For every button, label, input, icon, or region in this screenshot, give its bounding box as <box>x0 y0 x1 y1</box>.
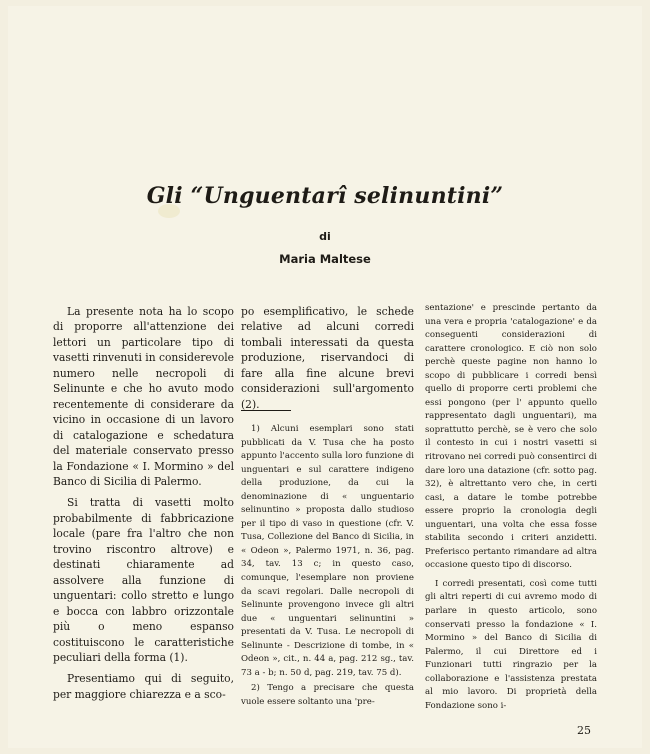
footnote: 2) Tengo a precisare che questa vuole essere soltanto una 'pre- <box>241 683 414 707</box>
author-name: Maria Maltese <box>279 252 371 266</box>
body-column-1 <box>53 304 234 702</box>
body-paragraph: Presentiamo qui di seguito, per maggiore chiarezza e a sco- <box>53 672 234 701</box>
footnote-divider <box>241 410 291 411</box>
footnote-column-3 <box>425 302 597 713</box>
page-number: 25 <box>577 724 591 737</box>
body-paragraph: Si tratta di vasetti molto probabilmente di fabbricazione locale (pare fra l'altro che non trovino riscontro altrove) e destinati chiaramente ad assolvere alla funzione di unguentari: collo stretto e lungo e bocca con labbro orizzontale più o meno espanso costituiscono le caratteristiche peculiari della forma (1). <box>53 496 234 664</box>
article-title: Gli “Unguentarî selinuntini” <box>146 182 504 209</box>
body-column-2 <box>241 304 414 412</box>
footnotes <box>241 423 414 709</box>
footnote-continuation: I corredi presentati, così come tutti gli altri reperti di cui avremo modo di parlare in questo articolo, sono conservati presso la fondazione « I. Mormino » del Banco di Sicilia di Palermo, il cui Direttore ed i Funzionari tutti ringrazio per la collaborazione e l'assistenza prestata al mio lavoro. Di proprietà della Fondazione sono i- <box>425 578 597 711</box>
byline-di: di <box>319 230 331 243</box>
footnote: 1) Alcuni esemplari sono stati pubblicati da V. Tusa che ha posto appunto l'accento sulla loro funzione di unguentari e sul carattere indigeno della produzione, da cui la denominazione di « unguentario selinuntino » proposta dallo studioso per il tipo di vaso in questione (cfr. V. Tusa, Collezione del Banco di Sicilia, in « Odeon », Palermo 1971, n. 36, pag. 34, tav. 13 c; in questo caso, comunque, l'esemplare non proviene da scavi regolari. Dalle necropoli di Selinunte provengono invece gli altri due « unguentari selinuntini » presentati da V. Tusa. Le necropoli di Selinunte - Descrizione di tombe, in « Odeon », cit., n. 44 a, pag. 212 sg., tav. 73 a - b; n. 50 d, pag. 219, tav. 75 d). <box>241 424 414 678</box>
body-paragraph: po esemplificativo, le schede relative ad alcuni corredi tombali interessati da questa produzione, riservandoci di fare alla fine alcune brevi considerazioni sull'argomento (2). <box>241 305 414 411</box>
footnote-continuation: sentazione' e prescinde pertanto da una vera e propria 'catalogazione' e da conseguenti considerazioni di carattere cronologico. E ciò non solo perchè queste pagine non hanno lo scopo di pubblicare i corredi bensì quello di proporre certi problemi che essi pongono (per l' appunto quello rappresentato dagli unguentari), ma soprattutto perchè, se è vero che solo il contesto in cui i nostri vasetti si ritrovano nei corredi può consentirci di dare loro una datazione (cfr. sotto pag. 32), è altrettanto vero che, in certi casi, a datare le tombe potrebbe essere proprio la cronologia degli unguentari, una volta che essa fosse stabilita secondo i criteri anzidetti. Preferisco pertanto rimandare ad altra occasione questo tipo di discorso. <box>425 303 597 571</box>
body-paragraph: La presente nota ha lo scopo di proporre all'attenzione dei lettori un particolare tipo di vasetti rinvenuti in considerevole numero nelle necropoli di Selinunte e che ho avuto modo recentemente di considerare da vicino in occasione di un lavoro di catalogazione e schedatura del materiale conservato presso la Fondazione « I. Mormino » del Banco di Sicilia di Palermo. <box>53 305 234 488</box>
